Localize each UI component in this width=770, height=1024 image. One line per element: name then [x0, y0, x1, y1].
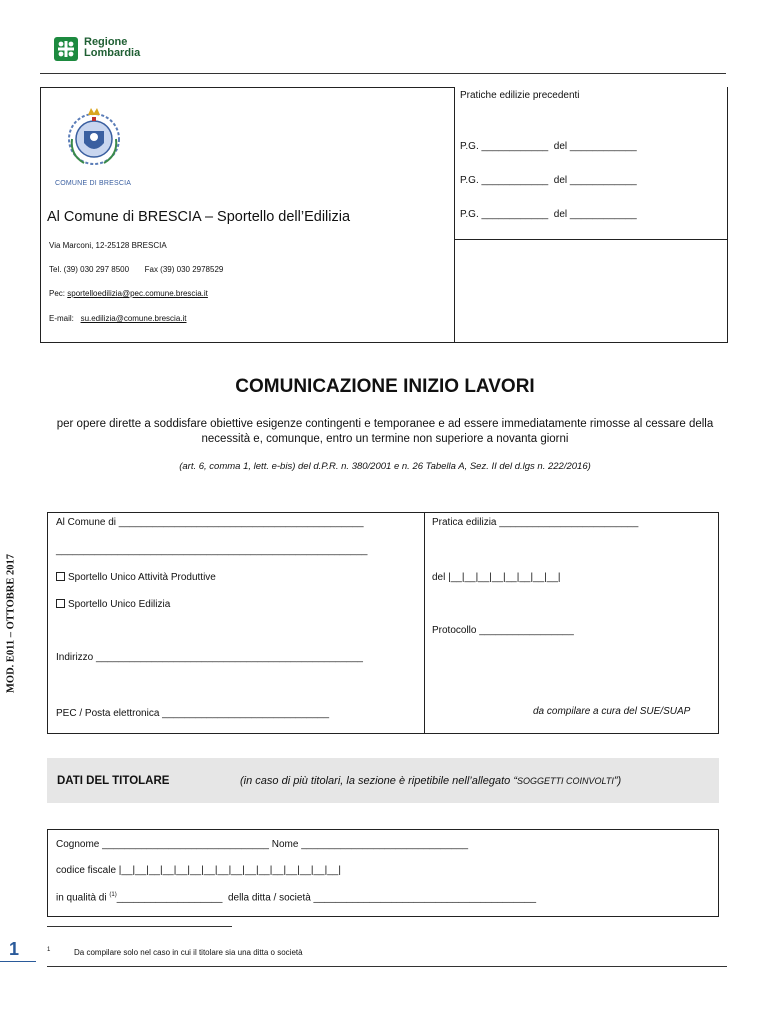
- page-number-rule: [0, 961, 36, 962]
- titolare-note: (in caso di più titolari, la sezione è ripetibile nell’allegato “SOGGETTI COINVOLTI”): [240, 775, 622, 787]
- protocol-stamp-area: [454, 239, 728, 343]
- office-address: Via Marconi, 12-25128 BRESCIA: [49, 241, 167, 250]
- suap-checkbox[interactable]: [56, 572, 65, 581]
- pec-link[interactable]: sportelloedilizia@pec.comune.brescia.it: [67, 289, 208, 298]
- comune-blank-field[interactable]: ________________________________________________________: [56, 545, 368, 556]
- al-comune-field[interactable]: Al Comune di ____________________________________________: [56, 517, 364, 528]
- header-divider: [40, 73, 726, 74]
- qualita-field[interactable]: ___________________: [116, 892, 223, 904]
- pg-row[interactable]: P.G. ____________ del ____________: [460, 175, 637, 186]
- legal-reference: (art. 6, comma 1, lett. e-bis) del d.P.R. n. 380/2001 e n. 26 Tabella A, Sez. II del d.lgs n. 222/2016): [179, 461, 591, 472]
- office-email: E-mail: su.edilizia@comune.brescia.it: [49, 314, 187, 323]
- pg-row[interactable]: P.G. ____________ del ____________: [460, 209, 637, 220]
- page-number: 1: [9, 939, 20, 959]
- sue-suap-note: da compilare a cura del SUE/SUAP: [533, 706, 691, 717]
- document-title: COMUNICAZIONE INIZIO LAVORI: [235, 376, 535, 397]
- codice-fiscale-field[interactable]: codice fiscale |__|__|__|__|__|__|__|__|__|__|__|__|__|__|__|__|: [56, 865, 341, 876]
- footnote-mark: 1: [47, 947, 51, 953]
- form-code-label: MOD. E011 – OTTOBRE 2017: [5, 554, 17, 693]
- regione-lombardia-logo-icon: [54, 37, 78, 61]
- pratica-date-field[interactable]: del |__|__|__|__|__|__|__|__|: [432, 572, 561, 583]
- comune-box-divider: [424, 512, 425, 734]
- comune-brescia-crest-icon: [62, 103, 126, 178]
- indirizzo-field[interactable]: Indirizzo ________________________________________________: [56, 652, 363, 663]
- protocollo-field[interactable]: Protocollo _________________: [432, 625, 574, 636]
- pratiche-title: Pratiche edilizie precedenti: [460, 90, 580, 101]
- qualita-row[interactable]: in qualità di $^{(1)}$___________________ della ditta / società ________________________________________: [56, 892, 537, 904]
- email-link[interactable]: su.edilizia@comune.brescia.it: [80, 314, 187, 323]
- cognome-field[interactable]: Cognome ______________________________: [56, 839, 269, 850]
- bottom-divider: [47, 966, 727, 967]
- crest-caption: COMUNE DI BRESCIA: [55, 180, 132, 187]
- sue-checkbox[interactable]: [56, 599, 65, 608]
- nome-field[interactable]: Nome ______________________________: [271, 839, 469, 850]
- regione-lombardia-logo-text: Regione Lombardia: [84, 36, 141, 59]
- office-title: Al Comune di BRESCIA – Sportello dell’Edilizia: [47, 209, 351, 225]
- pratica-edilizia-field[interactable]: Pratica edilizia _________________________: [432, 517, 639, 528]
- pg-row[interactable]: P.G. ____________ del ____________: [460, 141, 637, 152]
- cognome-nome-row[interactable]: [56, 839, 468, 850]
- office-phone: Tel. (39) 030 297 8500 Fax (39) 030 2978529: [49, 265, 224, 274]
- office-pec: Pec: sportelloedilizia@pec.comune.brescia.it: [49, 289, 208, 298]
- ditta-field[interactable]: della ditta / società ________________________________________: [227, 892, 537, 904]
- footnote-divider: [47, 926, 232, 927]
- sue-option[interactable]: Sportello Unico Edilizia: [56, 599, 170, 610]
- pec-field[interactable]: PEC / Posta elettronica ______________________________: [56, 708, 330, 719]
- suap-option[interactable]: Sportello Unico Attività Produttive: [56, 572, 216, 583]
- document-subtitle: per opere dirette a soddisfare obiettive esigenze contingenti e temporanee e ad essere immediatamente rimosse al cessare della necessità e, comunque, entro un termine non superiore a novanta giorni: [56, 418, 714, 445]
- titolare-title: DATI DEL TITOLARE: [57, 775, 170, 787]
- footnote-text: Da compilare solo nel caso in cui il titolare sia una ditta o società: [74, 948, 303, 957]
